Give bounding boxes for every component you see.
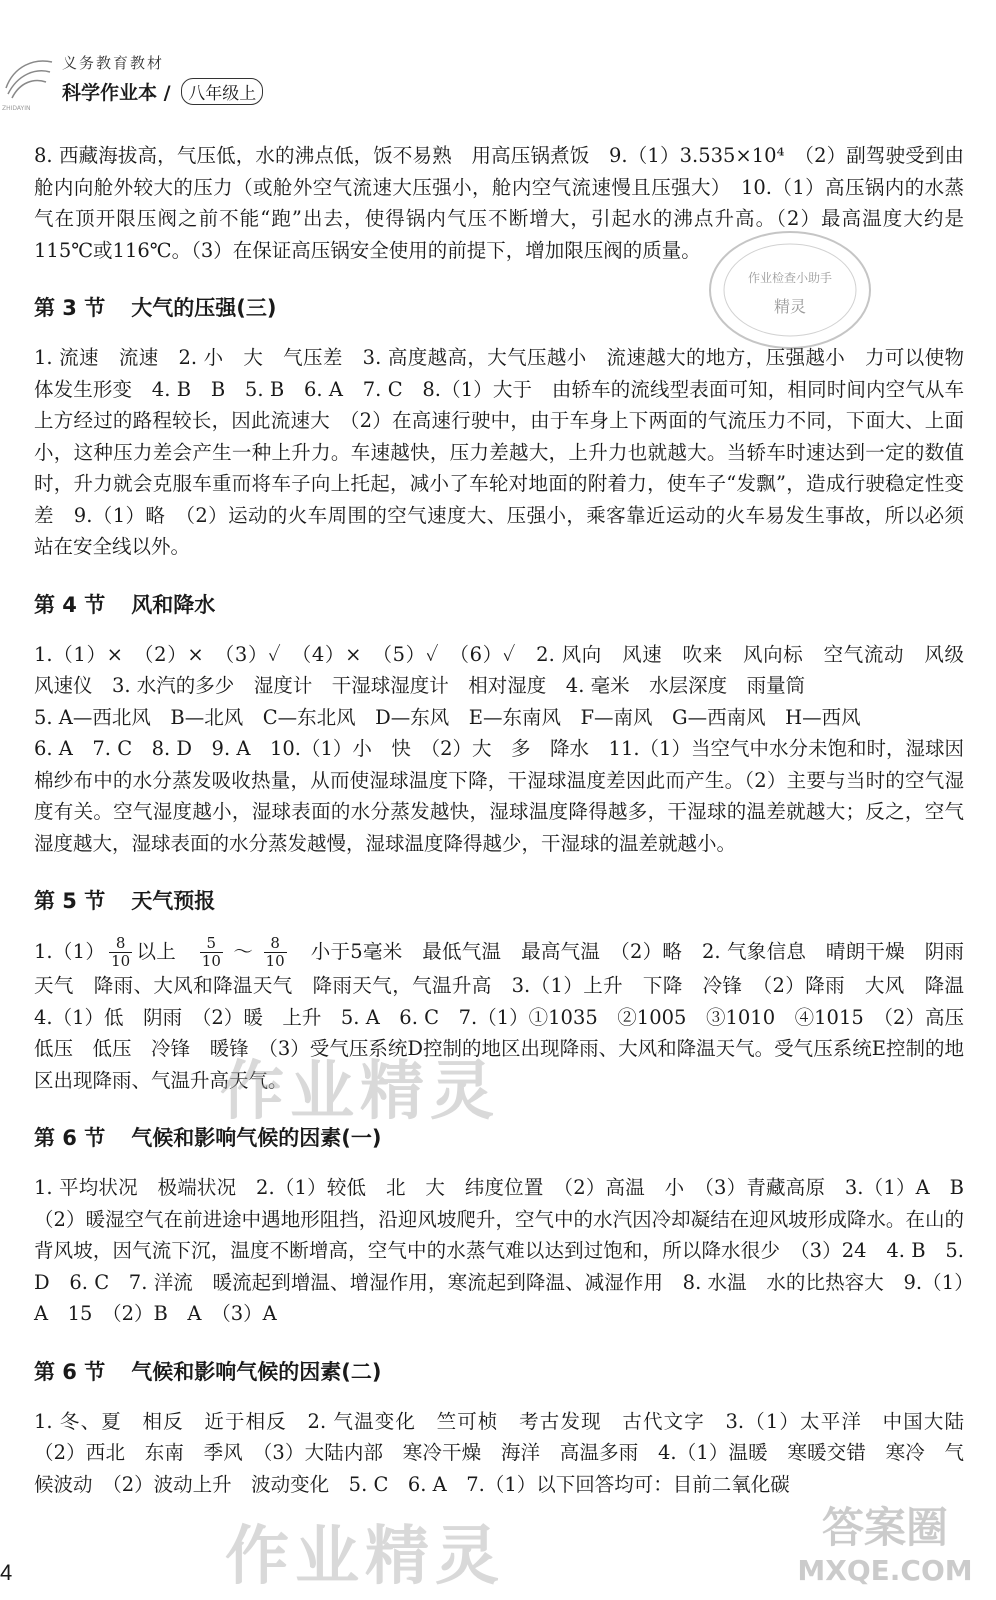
publisher-logo-text: ZHIDAYIN	[2, 105, 31, 112]
section-number: 第 4 节	[34, 592, 106, 617]
site-logo-bottom: MXQE.COM	[797, 1554, 973, 1587]
text-run: 1.（1）	[34, 940, 106, 963]
title-slash: /	[163, 82, 171, 104]
section-title: 气候和影响气候的因素(一)	[131, 1126, 382, 1150]
section-number: 第 6 节	[34, 1359, 106, 1384]
page-number: 4	[0, 1560, 13, 1585]
answer-content	[34, 140, 984, 1500]
text-run: 以上	[136, 940, 196, 963]
fraction-denominator: 10	[201, 952, 221, 970]
section-heading-4	[34, 585, 964, 625]
stamp-line2: 精灵	[773, 297, 807, 316]
section-number: 第 5 节	[34, 889, 106, 913]
section-number: 第 6 节	[34, 1126, 106, 1150]
section-heading-6-2	[34, 1352, 964, 1392]
fraction	[109, 935, 132, 970]
fraction	[200, 935, 223, 970]
page-header	[0, 0, 996, 120]
fraction-numerator: 8	[264, 935, 287, 953]
answers-section-3: 1. 流速 流速 2. 小 大 气压差 3. 高度越高，大气压越小 流速越大的地方，压强越小 力可以使物体发生形变 4. B B 5. B 6. A 7. C 8.（1）大于 由轿车的流线型表面可知，相同时间内空气从车上方经过的路程较长，因此流速大 （2）在高速行驶中，由于车身上下两面的气流压力不同，下面大、上面小，这种压力差会产生一种上升力。车速越快，压力差越大，上升力也就越大。当轿车时速达到一定的数值时，升力就会克服车重而将车子向上托起，减小了车轮对地面的附着力，使车子“发飘”，造成行驶稳定性变差 9.（1）略 （2）运动的火车周围的空气速度大、压强小，乘客靠近运动的火车易发生事故，所以必须站在安全线以外。	[34, 346, 964, 558]
section-heading-5	[34, 881, 964, 921]
text-run: ～	[226, 940, 260, 963]
site-logo-icon	[790, 1490, 980, 1590]
site-logo-top: 答案圈	[821, 1503, 949, 1552]
publisher-logo-icon	[0, 48, 58, 112]
answers-section-2-tail: 8. 西藏海拔高，气压低，水的沸点低，饭不易熟 用高压锅煮饭 9.（1）3.535×10⁴ （2）副驾驶受到由舱内向舱外较大的压力（或舱外空气流速大压强小，舱内空气流速慢且压强大） 10.（1）高压锅内的水蒸气在顶开限压阀之前不能“跑”出去，使得锅内气压不断增大，引起水的沸点升高。（2）最高温度大约是115℃或116℃。（3）在保证高压锅安全使用的前提下，增加限压阀的质量。	[34, 144, 964, 262]
watermark: 作业精灵	[225, 1519, 505, 1594]
section-title: 大气的压强(三)	[131, 296, 277, 320]
series-name: 义务教育教材	[62, 54, 165, 72]
fraction	[264, 935, 287, 970]
watermark: 作业精灵	[220, 1054, 500, 1129]
fraction-numerator: 5	[200, 935, 223, 953]
fraction-numerator: 8	[109, 935, 132, 953]
answers-section-6-2: 1. 冬、夏 相反 近于相反 2. 气温变化 竺可桢 考古发现 古代文字 3.（1）太平洋 中国大陆 （2）西北 东南 季风 （3）大陆内部 寒冷干燥 海洋 高温多雨 4.（1）温暖 寒暖交错 寒冷 气候波动 （2）波动上升 波动变化 5. C 6. A 7.（1）以下回答均可：目前二氧化碳	[34, 1409, 984, 1496]
section-title: 风和降水	[131, 592, 216, 617]
stamp-line1: 作业检查小助手	[747, 271, 833, 285]
fraction-denominator: 10	[265, 952, 285, 970]
section-title: 天气预报	[131, 889, 216, 913]
answers-section-4-part3: 6. A 7. C 8. D 9. A 10.（1）小 快 （2）大 多 降水 11.（1）当空气中水分未饱和时，湿球因棉纱布中的水分蒸发吸收热量，从而使湿球温度下降，干湿球温度差因此而产生。（2）主要与当时的空气湿度有关。空气湿度越小，湿球表面的水分蒸发越快，湿球温度降得越多，干湿球的温差就越大；反之，空气湿度越大，湿球表面的水分蒸发越慢，湿球温度降得越少，干湿球的温差就越小。	[34, 737, 964, 855]
grade-badge: 八年级上	[181, 78, 263, 105]
section-number: 第 3 节	[34, 296, 106, 320]
book-title	[62, 78, 263, 105]
answers-section-6-1: 1. 平均状况 极端状况 2.（1）较低 北 大 纬度位置 （2）高温 小 （3）青藏高原 3.（1）A B （2）暖湿空气在前进途中遇地形阻挡，沿迎风坡爬升，空气中的水汽因冷却凝结在迎风坡形成降水。在山的背风坡，因气流下沉，温度不断增高，空气中的水蒸气难以达到过饱和，所以降水很少 （3）24 4. B 5. D 6. C 7. 洋流 暖流起到增温、增湿作用，寒流起到降温、减湿作用 8. 水温 水的比热容大 9.（1）A 15 （2）B A （3）A	[34, 1176, 984, 1325]
section-title: 气候和影响气候的因素(二)	[131, 1359, 382, 1384]
answers-section-4-part2: 5. A—西北风 B—北风 C—东北风 D—东风 E—东南风 F—南风 G—西南风 H—西风	[34, 705, 861, 729]
book-title-text: 科学作业本	[62, 82, 158, 104]
text-run: 小于5毫米 最低气温 最高气温 （2）略 2. 气象信息 晴朗干燥 阴雨天气 降雨、大风和降温天气 降雨天气，气温升高 3.（1）上升 下降 冷锋 （2）降雨 大风 降温 4.（1）低 阴雨 （2）暖 上升 5. A 6. C 7.（1）①1035 ②1005 ③1010 ④1015 （2）高压 低压 低压 冷锋 暖锋 （3）受气压系统D控制的地区出现降雨、大风和降温天气。受气压系统E控制的地区出现降雨、气温升高天气。	[34, 940, 984, 1092]
fraction-denominator: 10	[111, 952, 131, 970]
answers-section-4-part1: 1.（1）× （2）× （3）✓ （4）× （5）✓ （6）✓ 2. 风向 风速 吹来 风向标 空气流动 风级 风速仪 3. 水汽的多少 湿度计 干湿球湿度计 相对湿度 4. 毫米 水层深度 雨量筒	[34, 642, 984, 697]
section-heading-3	[34, 288, 964, 328]
